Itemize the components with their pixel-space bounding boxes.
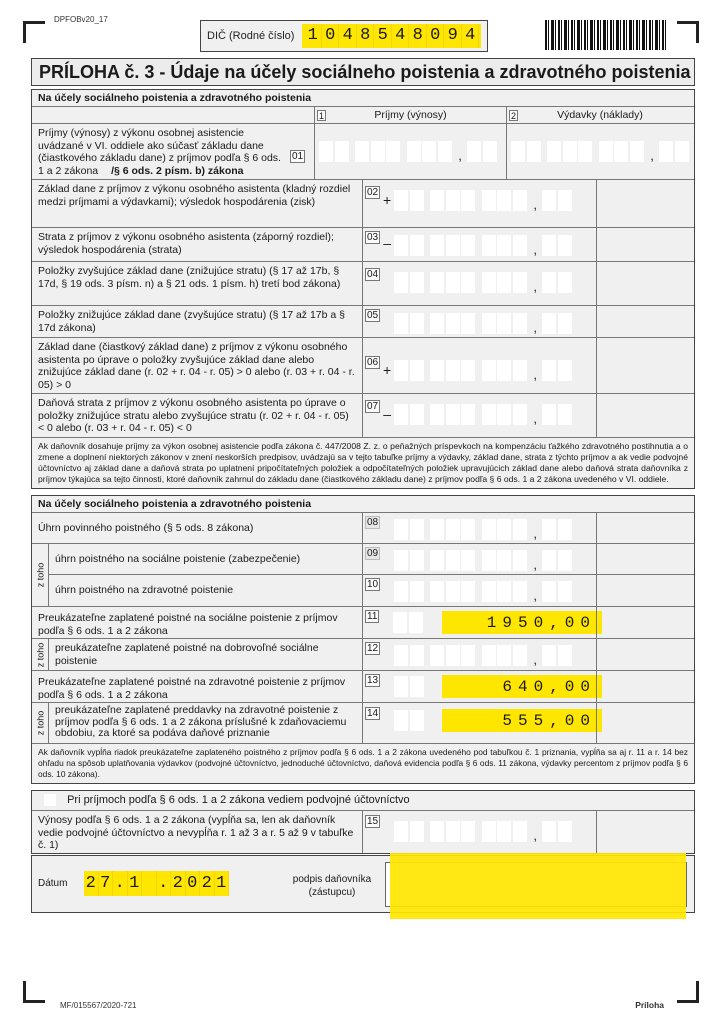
row-number: 05 <box>367 310 379 321</box>
footer-document-id: MF/015567/2020-721 <box>60 1001 137 1010</box>
dic-digit[interactable]: 8 <box>357 24 375 48</box>
row-15-input[interactable]: 15 , <box>362 811 596 853</box>
date-digit[interactable] <box>142 871 157 896</box>
table-row-05 <box>32 306 694 338</box>
row-number: 09 <box>367 548 379 559</box>
section-personal-assistance <box>31 89 695 489</box>
date-digit[interactable]: 1 <box>128 871 143 896</box>
table-row-04 <box>32 262 694 306</box>
table-row-12 <box>49 639 694 670</box>
empty-cell <box>596 394 693 437</box>
column-label: Výdavky (náklady) <box>557 109 643 121</box>
signature-label-line-2: (zástupcu) <box>308 887 356 898</box>
row-09-input[interactable]: 09 , <box>362 544 596 574</box>
row-description: Položky znižujúce základ dane (zvyšujúce stratu) (§ 17 až 17b a § 17d zákona) <box>38 309 345 334</box>
dic-field <box>200 20 488 52</box>
row-03-input[interactable]: 03 – , <box>362 228 596 261</box>
row-12-input[interactable]: 12 , <box>362 639 596 670</box>
row-number: 03 <box>367 232 379 243</box>
row-05-input[interactable]: 05 , <box>362 306 596 337</box>
date-digit[interactable]: 2 <box>171 871 186 896</box>
row-number: 15 <box>367 816 379 827</box>
row-description <box>32 124 290 179</box>
section-insurance <box>31 495 695 784</box>
empty-cell <box>596 228 693 261</box>
row-10-input[interactable]: 10 , <box>362 575 596 606</box>
signature-label-line-1: podpis daňovníka <box>292 874 372 885</box>
table-row-06 <box>32 338 694 394</box>
row-number: 08 <box>367 517 379 528</box>
row-08-input[interactable]: 08 , <box>362 513 596 543</box>
row-description: Preukázateľne zaplatené poistné na sociálne poistenie z príjmov podľa § 6 ods. 1 a 2 zákona <box>38 612 338 637</box>
section-heading: Na účely sociálneho poistenia a zdravotného poistenia <box>32 90 694 107</box>
row-description: Strata z príjmov z výkonu osobného asistenta (záporný rozdiel); výsledok hospodárenia (strata) <box>38 231 334 256</box>
table-row-09 <box>49 544 694 575</box>
column-header-income <box>314 107 506 123</box>
row-number-cell <box>290 124 314 179</box>
section-double-entry <box>31 790 695 854</box>
date-digit: . <box>113 871 128 896</box>
table-row-02 <box>32 180 694 228</box>
row-number: 14 <box>367 708 379 719</box>
barcode-image <box>545 20 667 50</box>
row-description: Základ dane (čiastkový základ dane) z príjmov z výkonu osobného asistenta po úprave o položky zvyšujúce základ dane alebo znižujúce základ dane (r. 02 + r. 04 - r. 05) > 0 alebo (r. 03 + r. 04 - r. 05) > 0 <box>38 341 355 391</box>
row-04-input[interactable]: 04 , <box>362 262 596 305</box>
row-number: 02 <box>367 187 379 198</box>
empty-cell <box>596 575 693 606</box>
table-row-13 <box>32 671 694 703</box>
z-toho-group-1 <box>32 544 694 607</box>
sign-plus: + <box>383 192 392 208</box>
section-note: Ak daňovník vypĺňa riadok preukázateľne zaplateného poistného z príjmov podľa § 6 ods. 1 a 2 zákona uvedeného pod tabuľkou č. 1 priznania, vypĺňa sa aj r. 11 a r. 14 bez ohľadu na spôsob uplatňovania výdavkov (podvojné účtovníctvo, jednoduché účtovníctvo, daňová evidencia podľa § 6 ods. 11 zákona, výdavky percentom z príjmov podľa § 6 ods. 10 zákona). <box>38 747 688 779</box>
table-row-08 <box>32 513 694 544</box>
section-heading: Na účely sociálneho poistenia a zdravotného poistenia <box>32 496 694 513</box>
empty-cell <box>596 671 693 702</box>
row-description: Základ dane z príjmov z výkonu osobného asistenta (kladný rozdiel medzi príjmami a výdavkami); výsledok hospodárenia (zisk) <box>38 183 351 208</box>
table-row-03 <box>32 228 694 262</box>
row-description: Úhrn povinného poistného (§ 5 ods. 8 zákona) <box>38 522 254 534</box>
row-description <box>32 811 362 853</box>
table-row-15 <box>32 811 694 853</box>
date-digit: . <box>157 871 172 896</box>
row-number: 13 <box>367 675 379 686</box>
z-toho-group-3 <box>32 703 694 744</box>
row-14-value[interactable]: 555,00 <box>442 709 602 732</box>
row-13-input[interactable] <box>362 671 596 702</box>
dic-digit[interactable]: 0 <box>427 24 445 48</box>
row-number: 12 <box>367 643 379 654</box>
date-input[interactable] <box>84 871 229 896</box>
row-14-input[interactable] <box>362 703 596 743</box>
dic-digit[interactable]: 4 <box>339 24 357 48</box>
form-code: DPFOBv20_17 <box>54 15 108 24</box>
z-toho-label: z toho <box>32 639 49 670</box>
date-digit[interactable]: 0 <box>186 871 201 896</box>
dic-digit[interactable]: 4 <box>462 24 480 48</box>
row-text: Príjmy (výnosy) z výkonu osobnej asistencie uvádzané v VI. oddiele ako súčasť základu dane (čiastkového základu dane) z príjmov podľa § 6 ods. 1 a 2 zákona <box>38 127 281 177</box>
table-row-01 <box>32 124 694 180</box>
sign-minus: – <box>383 235 392 251</box>
date-label: Dátum <box>38 878 68 889</box>
date-digit[interactable]: 1 <box>215 871 230 896</box>
column-number: 2 <box>511 111 517 121</box>
row-number: 04 <box>367 269 379 280</box>
empty-cell <box>596 639 693 670</box>
dic-digit[interactable]: 1 <box>304 24 322 48</box>
row-text: Výnosy podľa § 6 ods. 1 a 2 zákona (vypĺňa sa, len ak daňovník vedie podvojné účtovníctvo a nevypĺňa r. 1 až 3 a r. 5 až 9 v tabuľke č. 1) <box>38 814 354 851</box>
column-label: Príjmy (výnosy) <box>374 109 447 121</box>
dic-value[interactable] <box>302 24 481 48</box>
corner-mark-top-left <box>23 21 45 43</box>
row-13-value[interactable]: 640,00 <box>442 675 602 698</box>
row-07-input[interactable]: 07 – , <box>362 394 596 437</box>
section-note: Ak daňovník dosahuje príjmy za výkon osobnej asistencie podľa zákona č. 447/2008 Z. z. o peňažných príspevkoch na kompenzáciu ťažkého zdravotného postihnutia a o zmene a doplnení niektorých zákonov v znení neskorších predpisov, uvádzajú sa v tejto tabuľke príjmy a výdavky, základ dane, strata z týchto príjmov a ak vedie podvojné účtovníctvo aj základ dane a daňová strata po uplatnení pripočítateľných položiek a odpočítateľných položiek upravujúcich základ dane alebo daňová strata daňovníka z príjmov týkajúca sa tejto činnosti, ktoré daňovník zahrnul do základu dane (čiastkového základu dane) z príjmov podľa § 6 ods. 1 a 2 zákona uvedeného v VI. oddiele. <box>38 441 688 484</box>
checkbox-label: Pri príjmoch podľa § 6 ods. 1 a 2 zákona vediem podvojné účtovníctvo <box>67 794 410 806</box>
double-entry-checkbox[interactable] <box>44 794 56 806</box>
z-toho-label: z toho <box>32 544 49 606</box>
row-number: 01 <box>292 151 304 162</box>
table-row-11 <box>32 607 694 639</box>
page-title: PRÍLOHA č. 3 - Údaje na účely sociálneho poistenia a zdravotného poistenia <box>31 58 695 86</box>
income-input[interactable]: , <box>314 124 506 179</box>
z-toho-group-2 <box>32 639 694 671</box>
row-11-value[interactable]: 1950,00 <box>442 611 602 634</box>
dic-label: DIČ (Rodné číslo) <box>207 30 295 42</box>
empty-cell <box>596 262 693 305</box>
table-row-14 <box>49 703 694 743</box>
column-header-row <box>32 107 694 124</box>
row-number: 06 <box>367 357 379 368</box>
row-number: 07 <box>367 401 379 412</box>
footer-label: Príloha <box>635 1000 664 1010</box>
dic-digit[interactable]: 4 <box>392 24 410 48</box>
row-description: preukázateľne zaplatené preddavky na zdravotné poistenie z príjmov podľa § 6 ods. 1 a 2 zákona príslušné k zdaňovaciemu obdobiu, za ktoré sa podáva daňové priznanie <box>55 704 347 739</box>
dic-digit[interactable]: 8 <box>409 24 427 48</box>
empty-cell <box>596 513 693 543</box>
row-description: Daňová strata z príjmov z výkonu osobného asistenta po úprave o položky znižujúce stratu alebo zvyšujúce stratu (r. 02 + r. 04 - r. 05) < 0 alebo (r. 03 + r. 04 - r. 05) < 0 <box>38 397 349 434</box>
row-02-input[interactable]: 02 + , <box>362 180 596 227</box>
dic-digit[interactable]: 5 <box>374 24 392 48</box>
empty-cell <box>596 180 693 227</box>
empty-cell <box>596 338 693 393</box>
dic-digit[interactable]: 9 <box>444 24 462 48</box>
date-digit[interactable]: 2 <box>84 871 99 896</box>
signature-highlight <box>390 853 686 919</box>
date-digit[interactable]: 2 <box>200 871 215 896</box>
empty-cell <box>596 811 693 853</box>
row-number: 10 <box>367 579 379 590</box>
signature-label <box>287 873 377 899</box>
row-text-bold: /§ 6 ods. 2 písm. b) zákona <box>111 164 244 177</box>
row-description: úhrn poistného na sociálne poistenie (zabezpečenie) <box>55 553 301 565</box>
dic-digit[interactable]: 0 <box>322 24 340 48</box>
table-row-07 <box>32 394 694 438</box>
row-description: preukázateľne zaplatené poistné na dobrovoľné sociálne poistenie <box>55 642 319 667</box>
empty-cell <box>596 306 693 337</box>
sign-minus: – <box>383 406 392 422</box>
checkbox-row <box>32 791 694 811</box>
row-number: 11 <box>367 611 378 622</box>
sign-plus: + <box>383 362 392 378</box>
row-06-input[interactable]: 06 + , <box>362 338 596 393</box>
z-toho-label: z toho <box>32 703 49 743</box>
empty-cell <box>596 703 693 743</box>
date-digit[interactable]: 7 <box>99 871 114 896</box>
row-description: Preukázateľne zaplatené poistné na zdravotné poistenie z príjmov podľa § 6 ods. 1 a 2 zákona <box>38 676 346 701</box>
column-number: 1 <box>319 111 325 121</box>
corner-mark-bottom-left <box>23 981 45 1003</box>
corner-mark-top-right <box>677 21 699 43</box>
row-11-input[interactable] <box>362 607 596 638</box>
column-header-expenses <box>506 107 693 123</box>
corner-mark-bottom-right <box>677 981 699 1003</box>
expenses-input[interactable]: , <box>506 124 693 179</box>
empty-cell <box>596 544 693 574</box>
table-row-10 <box>49 575 694 606</box>
row-description: úhrn poistného na zdravotné poistenie <box>55 584 234 596</box>
row-description: Položky zvyšujúce základ dane (znižujúce stratu) (§ 17 až 17b, § 17d, § 19 ods. 3 písm. n) a § 21 ods. 1 písm. h) tretí bod zákona) <box>38 265 341 290</box>
empty-cell <box>596 607 693 638</box>
